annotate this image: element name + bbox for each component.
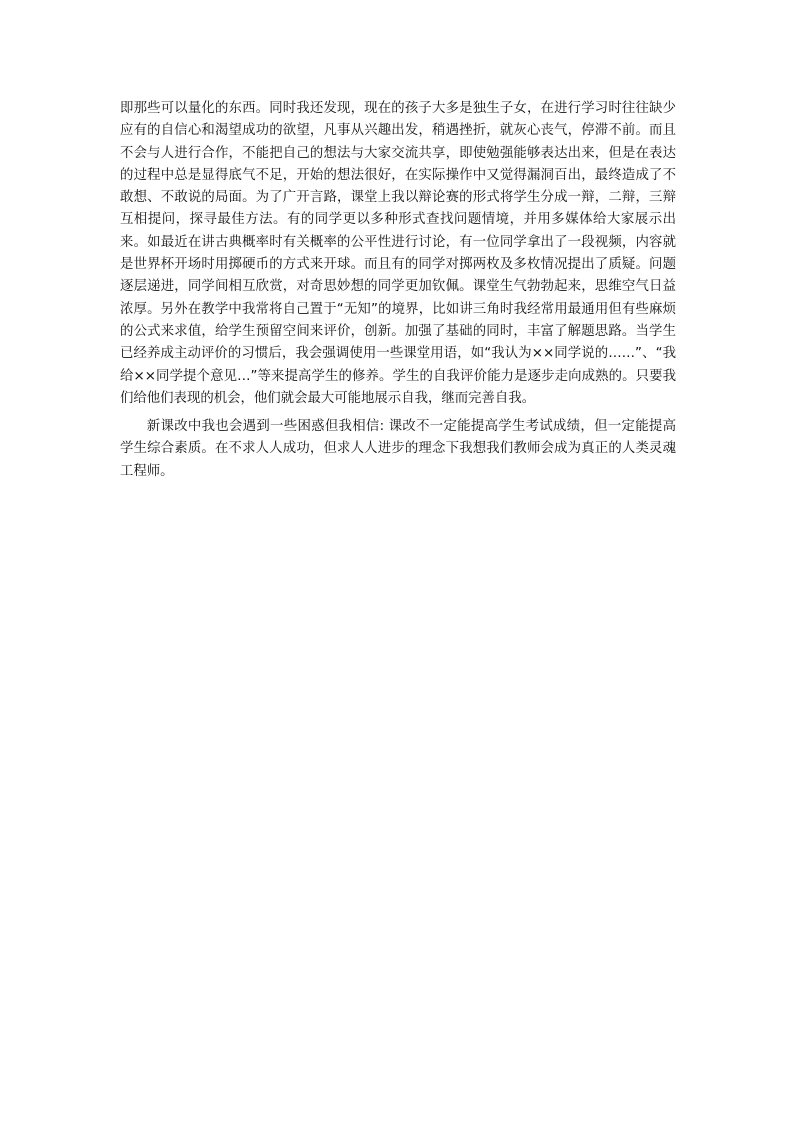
paragraph-1: 即那些可以量化的东西。同时我还发现，现在的孩子大多是独生子女，在进行学习时往往缺少应有的自信心和渴望成功的欲望，凡事从兴趣出发，稍遇挫折，就灰心丧气，停滞不前。而且不会与人进行合作，不能把自己的想法与大家交流共享，即使勉强能够表达出来，但是在表达的过程中总是显得底气不足，开始的想法很好，在实际操作中又觉得漏洞百出，最终造成了不敢想、不敢说的局面。为了广开言路，课堂上我以辩论赛的形式将学生分成一辩，二辩，三辩互相提问，探寻最佳方法。有的同学更以多种形式查找问题情境，并用多媒体给大家展示出来。如最近在讲古典概率时有关概率的公平性进行讨论，有一位同学拿出了一段视频，内容就是世界杯开场时用掷硬币的方式来开球。而且有的同学对掷两枚及多枚情况提出了质疑。问题逐层递进，同学间相互欣赏，对奇思妙想的同学更加钦佩。课堂生气勃勃起来，思维空气日益浓厚。另外在教学中我常将自己置于“无知”的境界，比如讲三角时我经常用最通用但有些麻烦的公式来求值，给学生预留空间来评价，创新。加强了基础的同时，丰富了解题思路。当学生已经养成主动评价的习惯后，我会强调使用一些课堂用语，如“我认为××同学说的……”、“我给××同学提个意见…”等来提高学生的修养。学生的自我评价能力是逐步走向成熟的。只要我们给他们表现的机会，他们就会最大可能地展示自我，继而完善自我。 — [120, 101, 676, 406]
document-body — [120, 98, 676, 483]
paragraph-2: 新课改中我也会遇到一些困惑但我相信: 课改不一定能提高学生考试成绩，但一定能提高学生综合素质。在不求人人成功，但求人人进步的理念下我想我们教师会成为真正的人类灵魂工程师。 — [120, 419, 676, 479]
